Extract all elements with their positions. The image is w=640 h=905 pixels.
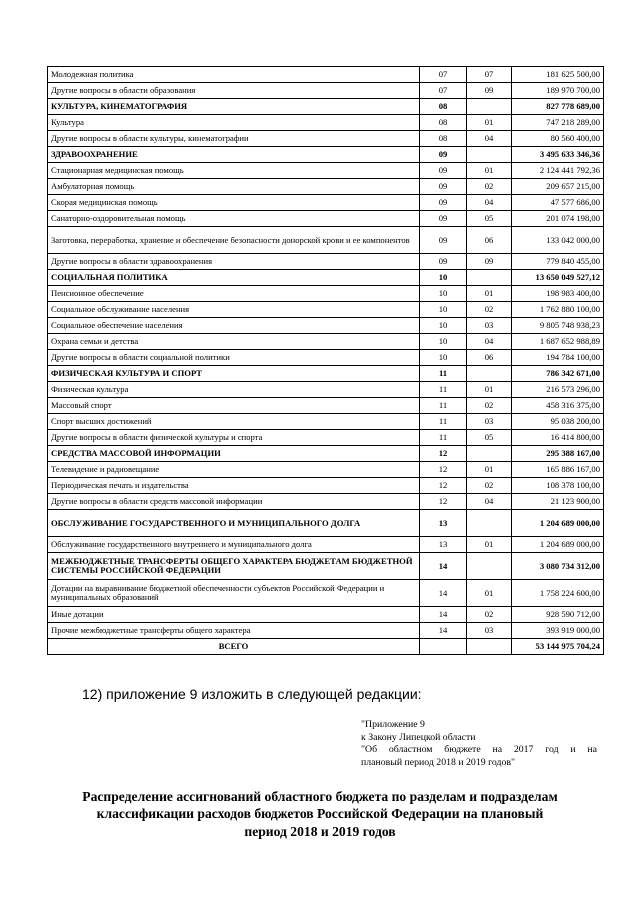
appendix-reference: [361, 719, 597, 770]
row-name-cell: Социальное обеспечение населения: [48, 318, 420, 334]
row-subsection-code-cell: 01: [467, 462, 512, 478]
table-row: [48, 115, 604, 131]
row-subsection-code-cell: [467, 147, 512, 163]
row-name-cell: Скорая медицинская помощь: [48, 195, 420, 211]
row-amount-cell: 47 577 686,00: [512, 195, 604, 211]
row-section-code-cell: 07: [420, 67, 467, 83]
row-subsection-code-cell: 01: [467, 115, 512, 131]
row-name-cell: Охрана семьи и детства: [48, 334, 420, 350]
row-section-code-cell: 09: [420, 163, 467, 179]
row-amount-cell: 80 560 400,00: [512, 131, 604, 147]
row-name-cell: Иные дотации: [48, 607, 420, 623]
row-subsection-code-cell: 04: [467, 131, 512, 147]
row-name-cell: Другие вопросы в области физической культуры и спорта: [48, 430, 420, 446]
table-row: [48, 494, 604, 510]
total-label-cell: ВСЕГО: [48, 639, 420, 655]
row-subsection-code-cell: 02: [467, 398, 512, 414]
row-section-code-cell: 08: [420, 99, 467, 115]
row-amount-cell: 747 218 289,00: [512, 115, 604, 131]
table-section-row: [48, 510, 604, 537]
item-12-text: 12) приложение 9 изложить в следующей редакции:: [82, 686, 422, 702]
table-row: [48, 478, 604, 494]
row-section-code-cell: 10: [420, 302, 467, 318]
row-subsection-code-cell: [467, 446, 512, 462]
row-name-cell: Другие вопросы в области социальной политики: [48, 350, 420, 366]
row-section-code-cell: 13: [420, 537, 467, 553]
row-subsection-code-cell: 05: [467, 430, 512, 446]
row-amount-cell: 2 124 441 792,36: [512, 163, 604, 179]
row-section-code-cell: 14: [420, 580, 467, 607]
row-name-cell: ЗДРАВООХРАНЕНИЕ: [48, 147, 420, 163]
row-name-cell: КУЛЬТУРА, КИНЕМАТОГРАФИЯ: [48, 99, 420, 115]
row-name-cell: ОБСЛУЖИВАНИЕ ГОСУДАРСТВЕННОГО И МУНИЦИПАЛЬНОГО ДОЛГА: [48, 510, 420, 537]
row-amount-cell: 295 388 167,00: [512, 446, 604, 462]
appendix-line-1: "Приложение 9: [361, 719, 425, 730]
table-row: [48, 537, 604, 553]
table-section-row: [48, 446, 604, 462]
row-section-code-cell: 11: [420, 366, 467, 382]
table-row: [48, 623, 604, 639]
table-row: [48, 414, 604, 430]
row-subsection-code-cell: 06: [467, 227, 512, 254]
row-name-cell: Другие вопросы в области образования: [48, 83, 420, 99]
row-amount-cell: 13 650 049 527,12: [512, 270, 604, 286]
row-amount-cell: 108 378 100,00: [512, 478, 604, 494]
budget-table: [47, 66, 604, 655]
row-subsection-code-cell: 04: [467, 195, 512, 211]
row-amount-cell: 133 042 000,00: [512, 227, 604, 254]
document-title-line-3: период 2018 и 2019 годов: [244, 823, 396, 839]
row-section-code-cell: 08: [420, 115, 467, 131]
table-row: [48, 382, 604, 398]
row-name-cell: Заготовка, переработка, хранение и обеспечение безопасности донорской крови и ее компонентов: [48, 227, 420, 254]
appendix-line-3: "Об областном бюджете на 2017 год и на: [361, 744, 597, 756]
row-amount-cell: 181 625 500,00: [512, 67, 604, 83]
row-amount-cell: 827 778 689,00: [512, 99, 604, 115]
row-name-cell: Телевидение и радиовещание: [48, 462, 420, 478]
row-subsection-code-cell: 06: [467, 350, 512, 366]
budget-table-body: [48, 67, 604, 655]
row-section-code-cell: 11: [420, 398, 467, 414]
row-name-cell: Прочие межбюджетные трансферты общего характера: [48, 623, 420, 639]
row-subsection-code-cell: 07: [467, 67, 512, 83]
row-subsection-code-cell: 02: [467, 302, 512, 318]
row-subsection-code-cell: 09: [467, 254, 512, 270]
table-section-row: [48, 270, 604, 286]
row-amount-cell: 779 840 455,00: [512, 254, 604, 270]
table-row: [48, 318, 604, 334]
row-name-cell: Периодическая печать и издательства: [48, 478, 420, 494]
row-section-code-cell: 10: [420, 318, 467, 334]
row-subsection-code-cell: 05: [467, 211, 512, 227]
row-amount-cell: 1 204 689 000,00: [512, 510, 604, 537]
row-amount-cell: 21 123 900,00: [512, 494, 604, 510]
row-name-cell: Культура: [48, 115, 420, 131]
row-amount-cell: 16 414 800,00: [512, 430, 604, 446]
row-amount-cell: 9 805 748 938,23: [512, 318, 604, 334]
row-amount-cell: 201 074 198,00: [512, 211, 604, 227]
row-name-cell: Дотации на выравнивание бюджетной обеспеченности субъектов Российской Федерации и муниципальных образований: [48, 580, 420, 607]
row-name-cell: Массовый спорт: [48, 398, 420, 414]
table-row: [48, 462, 604, 478]
row-subsection-code-cell: 01: [467, 580, 512, 607]
row-name-cell: Молодежная политика: [48, 67, 420, 83]
row-name-cell: Стационарная медицинская помощь: [48, 163, 420, 179]
row-amount-cell: 95 038 200,00: [512, 414, 604, 430]
row-section-code-cell: 14: [420, 623, 467, 639]
row-section-code-cell: 09: [420, 195, 467, 211]
table-row: [48, 607, 604, 623]
table-row: [48, 83, 604, 99]
row-subsection-code-cell: 01: [467, 537, 512, 553]
row-name-cell: Санаторно-оздоровительная помощь: [48, 211, 420, 227]
row-subsection-code-cell: 01: [467, 163, 512, 179]
row-subsection-code-cell: 04: [467, 494, 512, 510]
row-amount-cell: 458 316 375,00: [512, 398, 604, 414]
row-subsection-code-cell: 03: [467, 318, 512, 334]
table-section-row: [48, 147, 604, 163]
row-amount-cell: 786 342 671,00: [512, 366, 604, 382]
row-section-code-cell: 10: [420, 350, 467, 366]
table-section-row: [48, 553, 604, 580]
row-name-cell: Другие вопросы в области культуры, кинематографии: [48, 131, 420, 147]
table-row: [48, 302, 604, 318]
total-amount-cell: 53 144 975 704,24: [512, 639, 604, 655]
table-row: [48, 350, 604, 366]
row-section-code-cell: 12: [420, 478, 467, 494]
row-name-cell: Амбулаторная помощь: [48, 179, 420, 195]
row-amount-cell: 198 983 400,00: [512, 286, 604, 302]
row-subsection-code-cell: 01: [467, 286, 512, 302]
table-row: [48, 430, 604, 446]
row-subsection-code-cell: 01: [467, 382, 512, 398]
row-section-code-cell: 14: [420, 553, 467, 580]
row-section-code-cell: 13: [420, 510, 467, 537]
row-name-cell: Другие вопросы в области средств массовой информации: [48, 494, 420, 510]
row-subsection-code-cell: 03: [467, 414, 512, 430]
row-name-cell: Спорт высших достижений: [48, 414, 420, 430]
row-name-cell: СРЕДСТВА МАССОВОЙ ИНФОРМАЦИИ: [48, 446, 420, 462]
row-subsection-code-cell: [467, 270, 512, 286]
row-section-code-cell: 12: [420, 446, 467, 462]
row-section-code-cell: 14: [420, 607, 467, 623]
row-name-cell: МЕЖБЮДЖЕТНЫЕ ТРАНСФЕРТЫ ОБЩЕГО ХАРАКТЕРА БЮДЖЕТАМ БЮДЖЕТНОЙ СИСТЕМЫ РОССИЙСКОЙ ФЕДЕРАЦИИ: [48, 553, 420, 580]
table-row: [48, 580, 604, 607]
document-title-line-1: Распределение ассигнований областного бюджета по разделам и подразделам: [82, 789, 558, 804]
table-section-row: [48, 99, 604, 115]
row-amount-cell: 194 784 100,00: [512, 350, 604, 366]
row-amount-cell: 165 886 167,00: [512, 462, 604, 478]
table-row: [48, 67, 604, 83]
row-subsection-code-cell: 09: [467, 83, 512, 99]
row-section-code-cell: 11: [420, 414, 467, 430]
row-name-cell: Другие вопросы в области здравоохранения: [48, 254, 420, 270]
row-section-code-cell: 11: [420, 382, 467, 398]
row-section-code-cell: 10: [420, 286, 467, 302]
table-total-row: [48, 639, 604, 655]
document-title: [40, 788, 600, 840]
row-section-code-cell: 10: [420, 334, 467, 350]
row-amount-cell: 1 762 880 100,00: [512, 302, 604, 318]
row-name-cell: Обслуживание государственного внутреннего и муниципального долга: [48, 537, 420, 553]
table-row: [48, 286, 604, 302]
row-section-code-cell: 10: [420, 270, 467, 286]
row-amount-cell: 928 590 712,00: [512, 607, 604, 623]
row-subsection-code-cell: 03: [467, 623, 512, 639]
row-amount-cell: 1 687 652 988,89: [512, 334, 604, 350]
row-section-code-cell: 12: [420, 462, 467, 478]
row-name-cell: Социальное обслуживание населения: [48, 302, 420, 318]
row-amount-cell: 3 080 734 312,00: [512, 553, 604, 580]
table-row: [48, 398, 604, 414]
table-row: [48, 195, 604, 211]
row-subsection-code-cell: [467, 510, 512, 537]
table-row: [48, 211, 604, 227]
row-section-code-cell: 09: [420, 147, 467, 163]
row-amount-cell: 3 495 633 346,36: [512, 147, 604, 163]
row-amount-cell: 1 758 224 600,00: [512, 580, 604, 607]
row-subsection-code-cell: 02: [467, 179, 512, 195]
row-section-code-cell: 09: [420, 211, 467, 227]
table-row: [48, 131, 604, 147]
appendix-line-2: к Закону Липецкой области: [361, 731, 476, 743]
row-section-code-cell: 09: [420, 179, 467, 195]
row-name-cell: ФИЗИЧЕСКАЯ КУЛЬТУРА И СПОРТ: [48, 366, 420, 382]
row-amount-cell: 189 970 700,00: [512, 83, 604, 99]
blank-cell-2: [467, 639, 512, 655]
row-name-cell: Физическая культура: [48, 382, 420, 398]
blank-cell-1: [420, 639, 467, 655]
row-subsection-code-cell: 02: [467, 607, 512, 623]
row-amount-cell: 216 573 296,00: [512, 382, 604, 398]
appendix-line-4: плановый период 2018 и 2019 годов": [361, 757, 515, 769]
row-subsection-code-cell: [467, 553, 512, 580]
row-subsection-code-cell: [467, 99, 512, 115]
row-section-code-cell: 09: [420, 227, 467, 254]
table-row: [48, 334, 604, 350]
row-amount-cell: 393 919 000,00: [512, 623, 604, 639]
document-title-line-2: классификации расходов бюджетов Российской Федерации на плановый: [96, 806, 544, 822]
table-row: [48, 179, 604, 195]
row-amount-cell: 209 657 215,00: [512, 179, 604, 195]
row-amount-cell: 1 204 689 000,00: [512, 537, 604, 553]
table-row: [48, 227, 604, 254]
row-subsection-code-cell: 02: [467, 478, 512, 494]
table-section-row: [48, 366, 604, 382]
row-section-code-cell: 09: [420, 254, 467, 270]
row-section-code-cell: 12: [420, 494, 467, 510]
row-section-code-cell: 11: [420, 430, 467, 446]
row-subsection-code-cell: [467, 366, 512, 382]
row-name-cell: Пенсионное обеспечение: [48, 286, 420, 302]
row-subsection-code-cell: 04: [467, 334, 512, 350]
table-row: [48, 254, 604, 270]
row-section-code-cell: 08: [420, 131, 467, 147]
row-name-cell: СОЦИАЛЬНАЯ ПОЛИТИКА: [48, 270, 420, 286]
row-section-code-cell: 07: [420, 83, 467, 99]
table-row: [48, 163, 604, 179]
